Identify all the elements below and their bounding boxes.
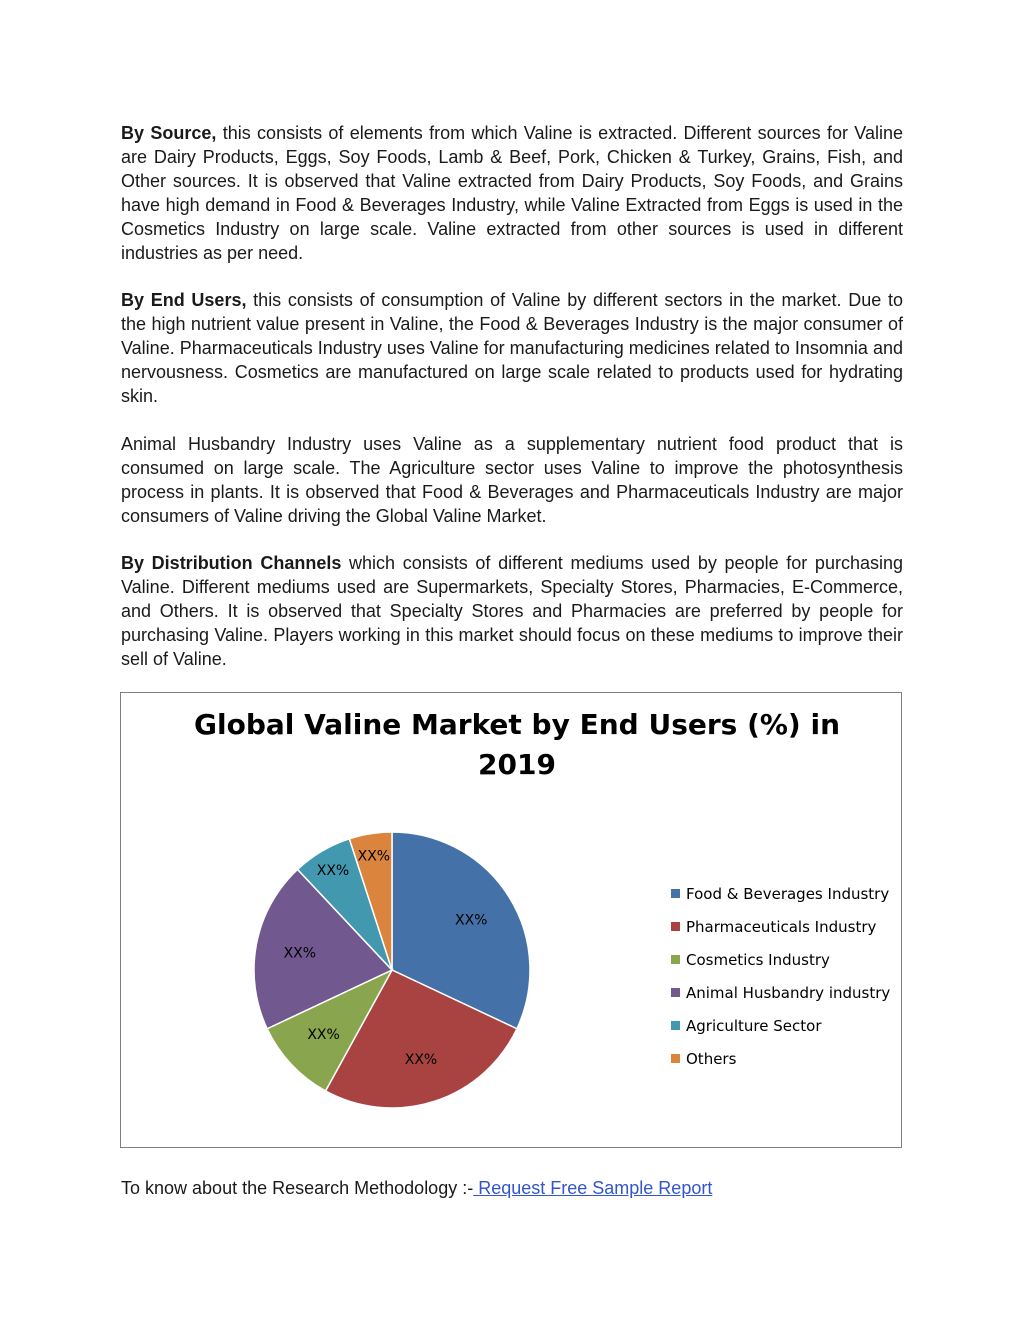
paragraph-by-end-users [121, 288, 903, 408]
request-sample-link[interactable]: Request Free Sample Report [473, 1178, 713, 1198]
paragraph-lead: By End Users, [121, 290, 247, 310]
legend-swatch [671, 1054, 680, 1063]
legend-swatch [671, 988, 680, 997]
legend-item-cosmetics-industry [671, 943, 890, 976]
footer-line [121, 1176, 712, 1200]
legend-swatch [671, 1021, 680, 1030]
pie-data-label: XX% [316, 863, 350, 880]
pie-data-label: XX% [454, 912, 488, 929]
pie-chart-frame [120, 692, 902, 1148]
legend-label: Others [686, 1049, 737, 1068]
paragraph-text: this consists of elements from which Valine is extracted. Different sources for Valine are Dairy Products, Eggs, Soy Foods, Lamb & Beef, Pork, Chicken & Turkey, Grains, Fish, and Other sources. It is observed that Valine extracted from Dairy Products, Soy Foods, and Grains have high demand in Food & Beverages Industry, while Valine Extracted from Eggs is used in the Cosmetics Industry on large scale. Valine extracted from other sources is used in different industries as per need. [121, 123, 903, 263]
paragraph-text: Animal Husbandry Industry uses Valine as a supplementary nutrient food product that is consumed on large scale. The Agriculture sector uses Valine to improve the photosynthesis process in plants. It is observed that Food & Beverages and Pharmaceuticals Industry are major consumers of Valine driving the Global Valine Market. [121, 434, 903, 526]
paragraph-text: which consists of different mediums used by people for purchasing Valine. Different mediums used are Supermarkets, Specialty Stores, Pharmacies, E-Commerce, and Others. It is observed that Specialty Stores and Pharmacies are preferred by people for purchasing Valine. Players working in this market should focus on these mediums to improve their sell of Valine. [121, 553, 903, 669]
legend-item-animal-husbandry-industry [671, 976, 890, 1009]
paragraph-by-source [121, 121, 903, 265]
pie-data-label: XX% [283, 945, 317, 962]
paragraph-text: this consists of consumption of Valine by different sectors in the market. Due to the high nutrient value present in Valine, the Food & Beverages Industry is the major consumer of Valine. Pharmaceuticals Industry uses Valine for manufacturing medicines related to Insomnia and nervousness. Cosmetics are manufactured on large scale related to products used for hydrating skin. [121, 290, 903, 406]
pie-data-label: XX% [404, 1052, 438, 1069]
legend-swatch [671, 955, 680, 964]
legend-label: Food & Beverages Industry [686, 884, 890, 903]
chart-title-line-1: Global Valine Market by End Users (%) in [194, 708, 840, 741]
legend-item-food-and-beverages-industry [671, 877, 890, 910]
legend-label: Agriculture Sector [686, 1016, 822, 1035]
legend-label: Cosmetics Industry [686, 950, 830, 969]
legend-label: Pharmaceuticals Industry [686, 917, 877, 936]
pie-data-label: XX% [357, 848, 391, 865]
legend-swatch [671, 889, 680, 898]
paragraph-animal-husbandry [121, 432, 903, 528]
chart-title-line-2: 2019 [478, 748, 556, 781]
legend-swatch [671, 922, 680, 931]
legend-item-others [671, 1042, 890, 1075]
legend-item-pharmaceuticals-industry [671, 910, 890, 943]
legend-item-agriculture-sector [671, 1009, 890, 1042]
paragraph-lead: By Distribution Channels [121, 553, 342, 573]
footer-text: To know about the Research Methodology :- [121, 1178, 474, 1198]
pie-data-label: XX% [307, 1027, 340, 1044]
chart-legend [671, 877, 890, 1075]
paragraph-lead: By Source, [121, 123, 217, 143]
paragraph-by-distribution [121, 551, 903, 671]
legend-label: Animal Husbandry industry [686, 983, 891, 1002]
